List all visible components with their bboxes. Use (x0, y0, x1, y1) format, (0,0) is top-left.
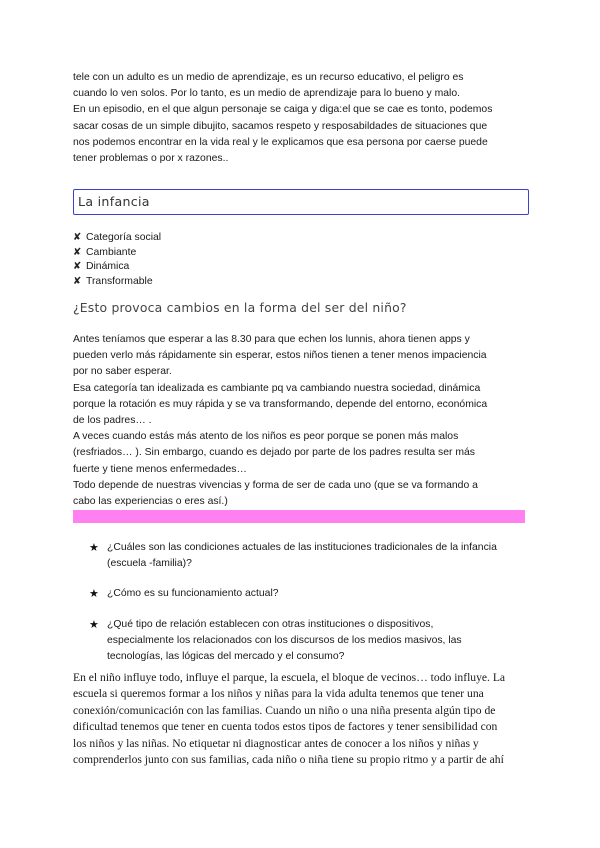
text-line: Antes teníamos que esperar a las 8.30 para que echen los lunnis, ahora tienen apps y (73, 334, 470, 345)
list-item (73, 230, 161, 245)
star-icon: ★ (89, 542, 99, 554)
text-line: comprenderlos junto con sus familias, cada niño o niña tiene su propio ritmo y a partir de ahí (73, 753, 504, 767)
question-line: ¿Qué tipo de relación establecen con otras instituciones o dispositivos, (107, 618, 434, 630)
x-mark-icon: ✘ (73, 275, 82, 287)
text-line: tener problemas o por x razones.. (73, 153, 229, 165)
list-item-label: Transformable (86, 275, 153, 287)
answer-paragraph (73, 332, 535, 510)
intro-paragraph (73, 70, 535, 167)
question-heading: ¿Esto provoca cambios en la forma del ser del niño? (73, 300, 407, 315)
closing-paragraph (73, 670, 543, 768)
list-item-label: Categoría social (86, 232, 162, 243)
text-line: porque la rotación es muy rápida y se va transformando, depende del entorno, económica (73, 398, 488, 410)
questions-list (73, 540, 533, 679)
section-heading: La infancia (73, 189, 529, 215)
text-line: Esa categoría tan idealizada es cambiante pq va cambiando nuestra sociedad, dinámica (73, 382, 481, 394)
text-line: de los padres… . (73, 415, 152, 427)
text-line: (resfriados… ). Sin embargo, cuando es dejado por parte de los padres resulta ser más (73, 447, 475, 459)
x-mark-icon: ✘ (73, 261, 82, 272)
text-line: dificultad tenemos que tener en cuenta todos estos tipos de factores y tener sensibilidad con (73, 720, 498, 734)
question-line: ¿Cuáles son las condiciones actuales de las instituciones tradicionales de la infancia (107, 542, 497, 553)
list-item (73, 617, 533, 666)
text-line: Todo depende de nuestras vivencias y forma de ser de cada uno (que se va formando a (73, 479, 478, 491)
text-line: fuerte y tiene menos enfermedades… (73, 463, 247, 475)
list-item-label: Cambiante (86, 246, 137, 258)
x-mark-icon: ✘ (73, 232, 82, 243)
highlight-bar (73, 510, 525, 523)
question-line: tecnologías, las lógicas del mercado y el consumo? (107, 651, 345, 663)
text-line: cuando lo ven solos. Por lo tanto, es un medio de aprendizaje para lo bueno y malo. (73, 88, 461, 100)
list-item (73, 540, 533, 572)
question-line: ¿Cómo es su funcionamiento actual? (107, 588, 279, 600)
x-mark-icon: ✘ (73, 246, 82, 258)
text-line: En un episodio, en el que algun personaje se caiga y diga:el que se cae es tonto, podemos (73, 104, 493, 116)
text-line: los niños y las niñas. No etiquetar ni diagnosticar antes de conocer a los niños y niñas y (73, 736, 479, 750)
text-line: En el niño influye todo, influye el parque, la escuela, el bloque de vecinos… todo influye. La (73, 671, 506, 684)
text-line: pueden verlo más rápidamente sin esperar, estos niños tienen a tener menos impaciencia (73, 350, 487, 362)
text-line: cabo las experiencias o eres así.) (73, 496, 228, 508)
text-line: por no saber esperar. (73, 366, 172, 378)
infancia-list (73, 230, 161, 288)
star-icon: ★ (89, 618, 99, 631)
text-line: conexión/comunicación con las familias. Cuando un niño o una niña presenta algún tipo de (73, 703, 496, 717)
text-line: nos podemos encontrar en la vida real y le explicamos que esa persona por caerse puede (73, 136, 488, 148)
list-item (73, 245, 161, 260)
list-item-label: Dinámica (86, 261, 130, 272)
list-item (73, 586, 533, 602)
text-line: A veces cuando estás más atento de los niños es peor porque se ponen más malos (73, 431, 459, 443)
question-line: (escuela -familia)? (107, 558, 192, 570)
star-icon: ★ (89, 588, 99, 601)
text-line: escuela si queremos formar a los niños y niñas para la vida adulta tenemos que tener una (73, 687, 484, 701)
list-item (73, 259, 161, 274)
question-line: especialmente los relacionados con los discursos de los medios masivos, las (107, 634, 462, 646)
text-line: tele con un adulto es un medio de aprendizaje, es un recurso educativo, el peligro es (73, 72, 464, 83)
list-item (73, 274, 161, 289)
text-line: sacar cosas de un simple dibujito, sacamos respeto y resposabildades de situaciones que (73, 120, 488, 132)
